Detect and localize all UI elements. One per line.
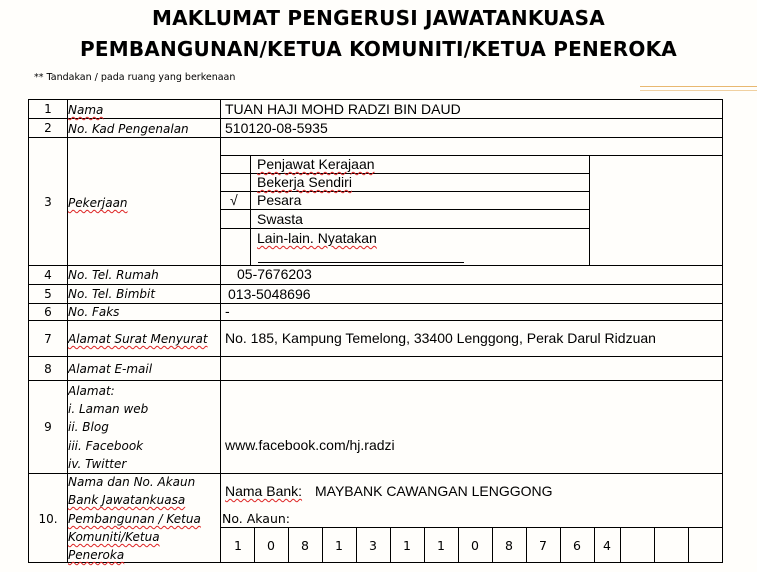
account-digit: 6 (573, 538, 581, 553)
page-title-line-1: MAKLUMAT PENGERUSI JAWATANKUASA (152, 6, 605, 30)
instruction-note: ** Tandakan / pada ruang yang berkenaan (34, 72, 236, 83)
row-divider (28, 284, 723, 285)
label-kad-pengenalan: No. Kad Pengenalan (68, 122, 189, 136)
page-title-line-2: PEMBANGUNAN/KETUA KOMUNITI/KETUA PENEROKA (80, 37, 677, 61)
account-digit: 1 (234, 538, 242, 553)
value-tel-bimbit: 013-5048696 (228, 286, 311, 302)
tick-mark: √ (230, 192, 238, 208)
label-alamat-email: Alamat E-mail (68, 362, 153, 376)
option-penjawat-kerajaan: Penjawat Kerajaan (257, 156, 375, 172)
account-digit: 1 (403, 538, 411, 553)
account-digit: 1 (437, 538, 445, 553)
account-digit: 8 (301, 538, 309, 553)
decorative-line (640, 90, 757, 91)
row-divider (28, 320, 723, 321)
option-bekerja-sendiri: Bekerja Sendiri (257, 174, 352, 190)
label-pekerjaan: Pekerjaan (68, 196, 128, 210)
bank-name-value: MAYBANK CAWANGAN LENGGONG (315, 483, 553, 499)
row-divider (28, 137, 723, 138)
option-grid-line (250, 155, 251, 265)
table-border (722, 99, 723, 562)
label-faks: No. Faks (68, 305, 120, 319)
row-number: 4 (44, 268, 52, 282)
label-tel-rumah: No. Tel. Rumah (68, 268, 159, 282)
label-blog: ii. Blog (68, 420, 109, 434)
row-number: 8 (44, 362, 52, 376)
row-number: 2 (44, 121, 52, 135)
account-digit: 1 (335, 538, 343, 553)
row-divider (28, 380, 723, 381)
option-pesara: Pesara (257, 192, 302, 208)
value-kad-pengenalan: 510120-08-5935 (225, 120, 328, 136)
row-number: 3 (44, 195, 52, 209)
label-bank-line: Komuniti/Ketua (68, 530, 160, 544)
row-number: 7 (44, 332, 52, 346)
bank-name-label: Nama Bank: (225, 483, 303, 499)
row-number: 9 (44, 420, 52, 434)
table-border (220, 99, 221, 562)
account-digit: 0 (471, 538, 479, 553)
decorative-line (640, 86, 757, 87)
label-tel-bimbit: No. Tel. Bimbit (68, 287, 156, 301)
value-tel-rumah: 05-7676203 (237, 266, 312, 282)
label-facebook: iii. Facebook (68, 439, 144, 453)
value-facebook: www.facebook.com/hj.radzi (225, 437, 395, 453)
label-alamat-heading: Alamat: (68, 384, 115, 398)
value-alamat-surat: No. 185, Kampung Temelong, 33400 Lenggong, Perak Darul Ridzuan (225, 330, 656, 346)
row-divider (28, 118, 723, 119)
row-divider (28, 473, 723, 474)
lain-lain-blank-line (258, 262, 464, 263)
label-bank-line: Bank Jawatankuasa (68, 493, 186, 507)
label-bank-line: Pembangunan / Ketua (68, 512, 201, 526)
value-nama: TUAN HAJI MOHD RADZI BIN DAUD (225, 101, 461, 117)
row-number: 1 (44, 102, 52, 116)
label-laman-web: i. Laman web (68, 402, 149, 416)
label-bank-line: Nama dan No. Akaun (68, 475, 196, 489)
row-divider (28, 303, 723, 304)
account-digit: 0 (267, 538, 275, 553)
option-grid-line (220, 228, 590, 229)
account-digit: 3 (369, 538, 377, 553)
row-number: 10. (38, 512, 58, 526)
value-faks: - (225, 303, 230, 319)
account-grid-line (220, 527, 723, 528)
row-divider (28, 265, 723, 266)
account-digit: 4 (603, 538, 611, 553)
row-divider (28, 99, 723, 100)
row-number: 6 (44, 305, 52, 319)
label-twitter: iv. Twitter (68, 457, 127, 471)
account-digit: 7 (539, 538, 547, 553)
option-swasta: Swasta (257, 211, 303, 227)
table-border (28, 99, 29, 562)
row-number: 5 (44, 287, 52, 301)
account-grid-line (688, 527, 689, 562)
label-nama: Nama (68, 103, 104, 117)
account-grid-line (654, 527, 655, 562)
account-number-label: No. Akaun: (222, 511, 291, 526)
option-grid-line (589, 155, 590, 265)
option-lain-lain: Lain-lain. Nyatakan (257, 230, 377, 246)
option-grid-line (220, 209, 590, 210)
label-bank-line: Peneroka (68, 548, 125, 562)
row-divider (28, 562, 723, 563)
label-alamat-surat: Alamat Surat Menyurat (68, 332, 208, 346)
account-digit: 8 (505, 538, 513, 553)
row-divider (28, 356, 723, 357)
